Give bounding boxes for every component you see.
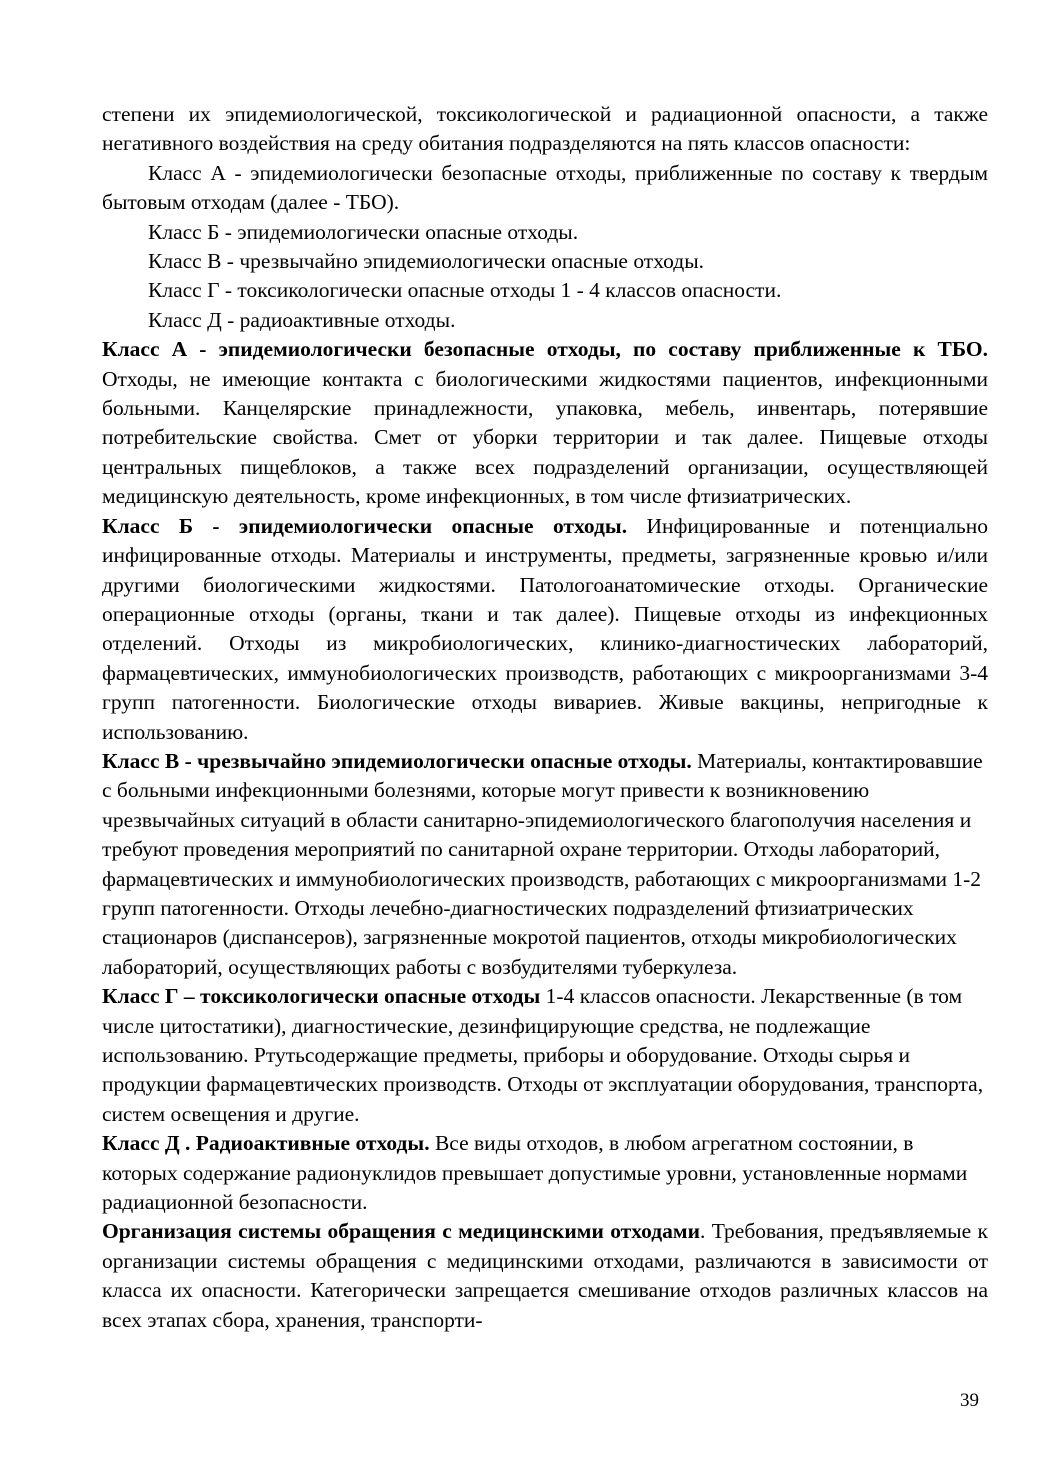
class-g-section: Класс Г – токсикологически опасные отходы 1-4 классов опасности. Лекарственные (в том числе цитостатики), диагностические, дезинфицирующие средства, не подлежащие использованию. Ртутьсодержащие предметы, приборы и оборудование. Отходы сырья и продукции фармацевтических производств. Отходы от эксплуатации оборудования, транспорта, систем освещения и другие.: [102, 984, 984, 1126]
class-d-heading: Класс Д . Радиоактивные отходы.: [102, 1131, 430, 1156]
class-d-section: Класс Д . Радиоактивные отходы. Все виды отходов, в любом агрегатном состоянии, в которых содержание радионуклидов превышает допустимые уровни, установленные нормами радиационной безопасности.: [102, 1131, 968, 1215]
waste-system-heading: Организация системы обращения с медицинскими отходами: [102, 1219, 700, 1244]
class-g-heading: Класс Г – токсикологически опасные отходы: [102, 984, 541, 1009]
class-a-summary: Класс А - эпидемиологически безопасные отходы, приближенные по составу к твердым бытовым отходам (далее - ТБО).: [102, 160, 988, 215]
waste-system-section: Организация системы обращения с медицинскими отходами. Требования, предъявляемые к организации системы обращения с медицинскими отходами, различаются в зависимости от класса их опасности. Категорически запрещается смешивание отходов различных классов на всех этапах сбора, хранения, транспорти-: [102, 1219, 988, 1332]
page-number: 39: [960, 1390, 979, 1411]
class-v-summary: Класс В - чрезвычайно эпидемиологически опасные отходы.: [148, 249, 705, 274]
intro-paragraph: степени их эпидемиологической, токсикологической и радиационной опасности, а также негативного воздействия на среду обитания подразделяются на пять классов опасности:: [102, 102, 988, 156]
class-b-section: Класс Б - эпидемиологически опасные отходы. Инфицированные и потенциально инфицированные отходы. Материалы и инструменты, предметы, загрязненные кровью и/или другими биологическими жидкостями. Патологоанатомические отходы. Органические операционные отходы (органы, ткани и так далее). Пищевые отходы из инфекционных отделений. Отходы из микробиологических, клинико-диагностических лабораторий, фармацевтических, иммунобиологических производств, работающих с микроорганизмами 3-4 групп патогенности. Биологические отходы вивариев. Живые вакцины, непригодные к использованию.: [102, 513, 988, 744]
class-b-summary: Класс Б - эпидемиологически опасные отходы.: [148, 219, 579, 244]
class-b-heading: Класс Б - эпидемиологически опасные отходы.: [102, 513, 628, 538]
class-g-summary: Класс Г - токсикологически опасные отходы 1 - 4 классов опасности.: [148, 278, 782, 303]
class-v-section: Класс В - чрезвычайно эпидемиологически опасные отходы. Материалы, контактировавшие с больными инфекционными болезнями, которые могут привести к возникновению чрезвычайных ситуаций в области санитарно-эпидемиологического благополучия населения и требуют проведения мероприятий по санитарной охране территории. Отходы лабораторий, фармацевтических и иммунобиологических производств, работающих с микроорганизмами 1-2 групп патогенности. Отходы лечебно-диагностических подразделений фтизиатрических стационаров (диспансеров), загрязненные мокротой пациентов, отходы микробиологических лабораторий, осуществляющих работы с возбудителями туберкулеза.: [102, 748, 983, 979]
class-v-heading: Класс В - чрезвычайно эпидемиологически опасные отходы.: [102, 748, 692, 773]
class-a-heading: Класс А - эпидемиологически безопасные отходы, по составу приближенные к ТБО.: [102, 337, 988, 362]
class-d-summary: Класс Д - радиоактивные отходы.: [148, 307, 456, 332]
class-a-section: Класс А - эпидемиологически безопасные отходы, по составу приближенные к ТБО. Отходы, не имеющие контакта с биологическими жидкостями пациентов, инфекционными больными. Канцелярские принадлежности, упаковка, мебель, инвентарь, потерявшие потребительские свойства. Смет от уборки территории и так далее. Пищевые отходы центральных пищеблоков, а также всех подразделений организации, осуществляющей медицинскую деятельность, кроме инфекционных, в том числе фтизиатрических.: [102, 337, 988, 509]
